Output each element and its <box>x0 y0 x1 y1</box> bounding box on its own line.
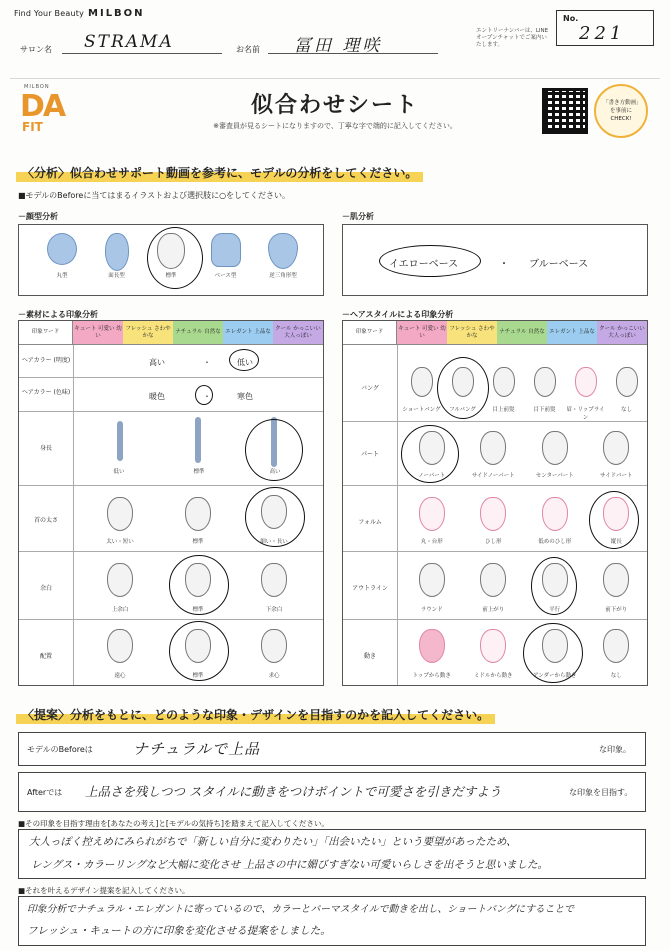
margin-lower-label: 下余白 <box>265 607 283 613</box>
front-down-outline-icon[interactable] <box>603 563 629 597</box>
skin-yellow-option[interactable]: イエローベース <box>389 259 459 270</box>
legend-elegant: エレガント 上品な <box>547 321 597 344</box>
bang-option-label: 目下前髪 <box>533 407 556 413</box>
brightness-dot: ・ <box>203 358 211 367</box>
design-field[interactable] <box>18 896 646 946</box>
analysis-heading-text: 〈分析〉似合わせサポート動画を参考に、モデルの分析をしてください。 <box>16 164 423 182</box>
part-selection-circle <box>401 425 459 483</box>
front-up-outline-icon[interactable] <box>480 563 506 597</box>
bang-option-label: 眉・リップライン <box>566 407 605 421</box>
top-movement-icon[interactable] <box>419 629 445 663</box>
form-option-label: ひし形 <box>484 539 502 545</box>
neck-selection-circle <box>245 487 305 547</box>
hue-cool[interactable]: 寒色 <box>237 392 253 401</box>
movement-option-label: なし <box>610 673 622 679</box>
skin-separator: ・ <box>499 259 509 270</box>
bang-selection-circle <box>437 357 489 419</box>
face-label: 丸型 <box>56 273 68 279</box>
margin-label: 余白 <box>39 585 52 592</box>
entry-note: エントリーナンバーは、LINEオープンチャットでご案内いたします。 <box>476 28 549 48</box>
face-option-round[interactable] <box>39 233 85 279</box>
salon-field[interactable] <box>62 34 222 54</box>
short-bang-face-icon[interactable] <box>411 367 433 397</box>
margin-selection-circle <box>169 555 229 615</box>
brightness-selection-circle <box>229 349 259 371</box>
skin-analysis-panel <box>342 224 648 296</box>
row-divider <box>343 421 647 422</box>
bang-option-label: ショートバング <box>402 407 441 413</box>
skin-selection-circle <box>379 245 481 277</box>
form-selection-circle <box>589 491 639 549</box>
long-face-icon <box>105 233 129 271</box>
lower-margin-face-icon[interactable] <box>261 563 287 597</box>
skin-blue-option[interactable]: ブルーベース <box>529 259 589 270</box>
base-face-icon <box>211 233 241 267</box>
logo-fit: FIT <box>22 120 43 134</box>
legend-cool: クール かっこいい 大人っぽい <box>597 321 647 344</box>
neck-standard-label: 標準 <box>192 539 204 545</box>
page-subtitle: ※審査員が見るシートになりますので、丁寧な字で端的に記入してください。 <box>213 122 457 130</box>
design-line-2: フレッシュ・キュートの方に印象を変化させる提案をしました。 <box>27 925 331 937</box>
middle-movement-icon[interactable] <box>480 629 506 663</box>
margin-upper-label: 上余白 <box>111 607 129 613</box>
analysis-instruction: ■モデルのBeforeに当てはまるイラストおよび選択肢に○をしてください。 <box>18 191 291 200</box>
row-divider <box>19 619 323 620</box>
after-value: 上品さを残しつつ スタイルに動きをつけポイントで可愛さを引きだすよう <box>85 784 502 799</box>
hairstyle-legend-row <box>343 321 647 345</box>
form-option-label: 丸・台形 <box>420 539 443 545</box>
brightness-high[interactable]: 高い <box>149 358 165 367</box>
outline-option-label: 前下がり <box>605 607 628 613</box>
placement-far-label: 遠心 <box>114 673 126 679</box>
logo-da: DA <box>20 89 65 124</box>
bang-label: バング <box>361 385 379 392</box>
form-option-label: 縦長 <box>610 539 622 545</box>
face-option-inverted-triangle[interactable] <box>257 233 309 279</box>
diamond-form-icon[interactable] <box>480 497 506 531</box>
design-label: ■それを叶えるデザイン提案を記入してください。 <box>18 886 190 895</box>
after-field[interactable] <box>18 772 646 812</box>
reason-field[interactable] <box>18 829 646 879</box>
design-line-1: 印象分析でナチュラル・エレガントに寄っているので、カラーとパーマスタイルで動きを出し、ショートバングにすることで <box>27 904 575 915</box>
analysis-heading <box>16 162 423 181</box>
face-selection-circle <box>147 227 203 289</box>
part-option-label: ノーパート <box>418 473 446 479</box>
face-analysis-title: －顔型分析 <box>18 212 58 221</box>
row-divider <box>19 411 323 412</box>
bang-option-label: 目上前髪 <box>492 407 515 413</box>
inverted-triangle-face-icon <box>268 233 298 269</box>
near-placement-face-icon[interactable] <box>261 629 287 663</box>
neck-thin-label: 細い・長い <box>260 539 288 545</box>
legend-cute: キュート 可愛い 幼い <box>73 321 123 344</box>
part-option-label: センターパート <box>535 473 574 479</box>
short-figure-icon[interactable] <box>117 421 123 461</box>
material-analysis-title: －素材による印象分析 <box>18 310 98 319</box>
placement-standard-label: 標準 <box>192 673 204 679</box>
row-divider <box>19 551 323 552</box>
movement-option-label: アンダーから動き <box>532 673 577 679</box>
outline-label: アウトライン <box>352 585 388 592</box>
legend-elegant: エレガント 上品な <box>223 321 273 344</box>
outline-option-label: 平行 <box>549 607 561 613</box>
movement-selection-circle <box>523 623 583 683</box>
round-face-icon <box>47 233 77 265</box>
legend-natural: ナチュラル 自然な <box>173 321 223 344</box>
brand-tagline: Find Your Beauty <box>14 9 85 18</box>
reason-label: ■その印象を目指す理由を[あなたの考え]と[モデルの気持ち]を踏まえて記入してください。 <box>18 819 329 828</box>
part-option-label: サイドパート <box>599 473 633 479</box>
hairstyle-analysis-panel <box>342 320 648 686</box>
skin-analysis-title: －肌分析 <box>342 212 374 221</box>
face-label: 面長型 <box>108 273 125 279</box>
outline-option-label: 前上がり <box>482 607 505 613</box>
proposal-heading-text: 〈提案〉分析をもとに、どのような印象・デザインを目指すのかを記入してください。 <box>16 706 495 724</box>
standard-figure-icon[interactable] <box>195 417 201 463</box>
part-option-label: サイドノーパート <box>471 473 515 479</box>
before-value: ナチュラルで上品 <box>133 740 261 758</box>
height-selection-circle <box>245 419 303 481</box>
hue-dot: ・ <box>203 392 211 401</box>
placement-label: 配置 <box>39 653 52 660</box>
hair-hue-label: ヘアカラー (色味) <box>21 389 71 396</box>
legend-cute: キュート 可愛い 幼い <box>397 321 447 344</box>
neck-label: 首の太さ <box>33 517 58 524</box>
low-diamond-form-icon[interactable] <box>542 497 568 531</box>
movement-label: 動き <box>363 653 376 660</box>
below-eye-bang-face-icon[interactable] <box>534 367 556 397</box>
movement-option-label: ミドルから動き <box>473 673 513 679</box>
proposal-heading <box>16 704 495 723</box>
salon-value: STRAMA <box>84 32 174 52</box>
name-value: 冨田 理咲 <box>294 36 383 56</box>
row-divider <box>343 485 647 486</box>
side-part-face-icon[interactable] <box>603 431 629 465</box>
name-label: お名前 <box>236 45 260 54</box>
form-label: フォルム <box>358 519 382 526</box>
no-value: 221 <box>579 23 626 44</box>
height-tall-label: 高い <box>269 469 281 475</box>
reason-line-1: 大人っぽく控えめにみられがちで「新しい自分に変わりたい」「出会いたい」という要望があったため、 <box>29 836 517 848</box>
brand-header <box>14 8 145 19</box>
qr-code-icon[interactable] <box>542 88 588 134</box>
height-standard-label: 標準 <box>193 469 205 475</box>
face-option-base[interactable] <box>203 233 249 279</box>
material-column-divider <box>73 345 74 685</box>
outline-selection-circle <box>531 557 577 615</box>
form-option-label: 低めのひし形 <box>538 539 572 545</box>
legend-fresh: フレッシュ さわやかな <box>447 321 497 344</box>
no-movement-icon[interactable] <box>603 629 629 663</box>
height-short-label: 低い <box>113 469 125 475</box>
placement-selection-circle <box>169 621 229 681</box>
row-divider <box>343 551 647 552</box>
height-label: 身長 <box>39 445 52 452</box>
milbon-logo-text: MILBON <box>88 8 145 19</box>
video-check-badge <box>594 84 648 138</box>
face-option-long[interactable] <box>94 233 140 279</box>
part-label: パート <box>360 451 379 458</box>
row-divider <box>343 619 647 620</box>
hue-warm[interactable]: 暖色 <box>149 392 165 401</box>
no-label: No. <box>563 14 579 23</box>
legend-fresh: フレッシュ さわやかな <box>123 321 173 344</box>
upper-margin-face-icon[interactable] <box>107 563 133 597</box>
bang-option-label: なし <box>620 407 632 413</box>
row-divider <box>19 377 323 378</box>
logo-milbon: MILBON <box>24 84 50 90</box>
hairstyle-column-divider <box>397 345 398 685</box>
hair-brightness-label: ヘアカラー (明度) <box>21 357 71 364</box>
above-eye-bang-face-icon[interactable] <box>493 367 515 397</box>
placement-near-label: 求心 <box>268 673 280 679</box>
page-title: 似合わせシート <box>250 93 419 118</box>
material-legend-row <box>19 321 323 345</box>
salon-label: サロン名 <box>20 45 52 54</box>
face-label: ベース型 <box>214 273 237 279</box>
before-suffix: な印象。 <box>599 745 631 754</box>
after-suffix: な印象を目指す。 <box>569 788 633 797</box>
center-part-face-icon[interactable] <box>542 431 568 465</box>
before-label: モデルのBeforeは <box>27 745 93 754</box>
face-label: 逆三角形型 <box>269 273 297 279</box>
brightness-low[interactable]: 低い <box>237 358 253 367</box>
material-row-header: 印象ワード <box>19 321 73 344</box>
neck-thick-label: 太い・短い <box>106 539 134 545</box>
face-analysis-panel <box>18 224 324 296</box>
name-field[interactable] <box>268 34 438 54</box>
header-divider <box>10 78 660 79</box>
side-no-part-face-icon[interactable] <box>480 431 506 465</box>
after-label: Afterでは <box>27 788 63 797</box>
video-note-text: 「書き方動画」を事前にCHECK! <box>603 100 639 122</box>
no-bang-face-icon[interactable] <box>616 367 638 397</box>
material-analysis-panel <box>18 320 324 686</box>
far-placement-face-icon[interactable] <box>107 629 133 663</box>
hairstyle-row-header: 印象ワード <box>343 321 397 344</box>
before-field[interactable] <box>18 732 646 766</box>
row-divider <box>19 485 323 486</box>
reason-line-2: レングス・カラーリングなど大幅に変化させ 上品さの中に媚びすぎない可愛いらしさを出そうと思いました。 <box>31 859 549 871</box>
face-label: 標準 <box>165 273 177 279</box>
round-outline-icon[interactable] <box>419 563 445 597</box>
entry-number-box[interactable] <box>556 10 654 46</box>
hairstyle-analysis-title: －ヘアスタイルによる印象分析 <box>342 310 454 319</box>
standard-neck-face-icon[interactable] <box>185 497 211 531</box>
legend-cool: クール かっこいい 大人っぽい <box>273 321 323 344</box>
legend-natural: ナチュラル 自然な <box>497 321 547 344</box>
outline-option-label: ラウンド <box>420 607 443 613</box>
bang-option-label: フルバング <box>449 407 476 413</box>
movement-option-label: トップから動き <box>412 673 451 679</box>
lip-line-bang-face-icon[interactable] <box>575 367 597 397</box>
margin-standard-label: 標準 <box>192 607 204 613</box>
hue-selection-circle <box>195 385 213 405</box>
thick-neck-face-icon[interactable] <box>107 497 133 531</box>
round-trapezoid-form-icon[interactable] <box>419 497 445 531</box>
